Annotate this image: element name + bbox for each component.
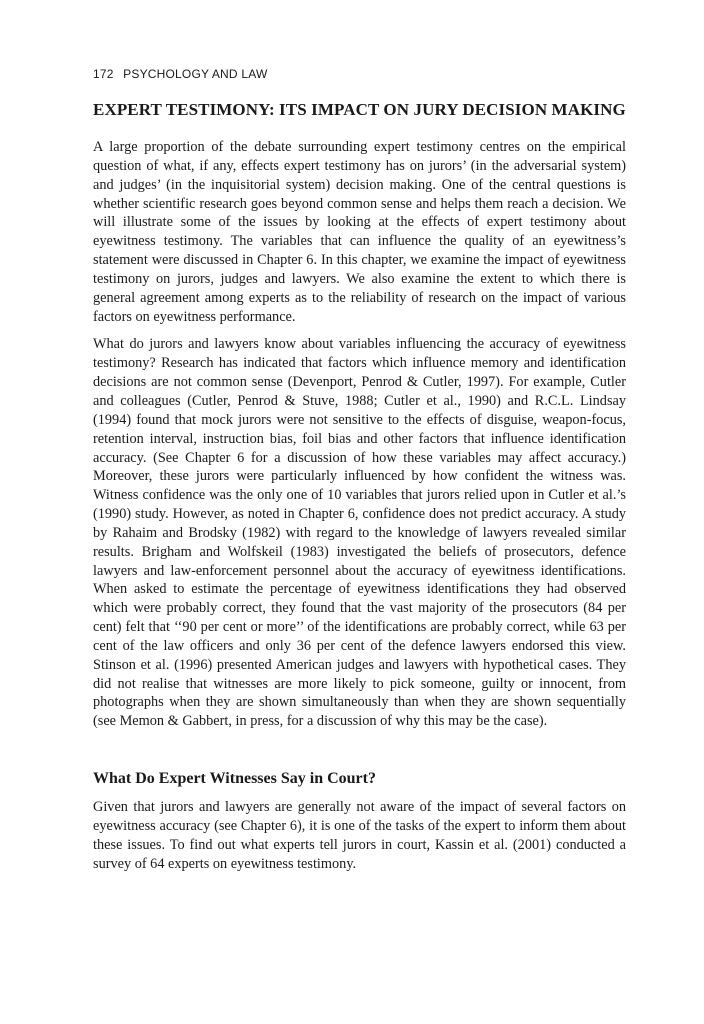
book-page	[93, 66, 626, 883]
subsection-title: What Do Expert Witnesses Say in Court?	[93, 770, 376, 788]
page-number: 172	[93, 67, 114, 81]
body-paragraph-1: A large proportion of the debate surrounding expert testimony centres on the empirical question of what, if any, effects expert testimony has on jurors’ (in the adversarial system) and judges’ (in the inquisitorial system) decision making. One of the central questions is whether scientific research goes beyond common sense and helps them reach a decision. We will illustrate some of the issues by looking at the effects of expert testimony about eyewitness testimony. The variables that can influence the quality of an eyewitness’s statement were discussed in Chapter 6. In this chapter, we examine the impact of eyewitness testimony on jurors, judges and lawyers. We also examine the extent to which there is general agreement among experts as to the reliability of research on the impact of various factors on eyewitness performance.	[93, 139, 626, 325]
section-title: EXPERT TESTIMONY: ITS IMPACT ON JURY DECISION MAKING	[93, 100, 626, 119]
body-paragraph-2: What do jurors and lawyers know about variables influencing the accuracy of eyewitness testimony? Research has indicated that factors which influence memory and identification decisions are not common sense (Devenport, Penrod & Cutler, 1997). For example, Cutler and colleagues (Cutler, Penrod & Stuve, 1988; Cutler et al., 1990) and R.C.L. Lindsay (1994) found that mock jurors were not sensitive to the effects of disguise, weapon-focus, retention interval, instruction bias, foil bias and other factors that influence identification accuracy. (See Chapter 6 for a discussion of how these variables may affect accuracy.) Moreover, these jurors were particularly influenced by how confident the witness was. Witness confidence was the only one of 10 variables that jurors relied upon in Cutler et al.’s (1990) study. However, as noted in Chapter 6, confidence does not predict accuracy. A study by Rahaim and Brodsky (1982) with regard to the knowledge of lawyers revealed similar results. Brigham and Wolfskeil (1983) investigated the beliefs of prosecutors, defence lawyers and law-enforcement personnel about the accuracy of eyewitness identifications. When asked to estimate the percentage of eyewitness identifications they had observed which were probably correct, they found that the vast majority of the prosecutors (84 per cent) felt that ‘‘90 per cent or more’’ of the identifications are probably correct, while 63 per cent of the law officers and only 36 per cent of the defence lawyers endorsed this view. Stinson et al. (1996) presented American judges and lawyers with hypothetical cases. They did not realise that witnesses are more likely to pick someone, guilty or innocent, from photographs when they are shown simultaneously than when they are shown sequentially (see Memon & Gabbert, in press, for a discussion of why this may be the case).	[93, 336, 626, 730]
body-paragraph-3: Given that jurors and lawyers are generally not aware of the impact of several factors on eyewitness accuracy (see Chapter 6), it is one of the tasks of the expert to inform them about these issues. To find out what experts tell jurors in court, Kassin et al. (2001) conducted a survey of 64 experts on eyewitness testimony.	[93, 799, 626, 872]
running-head	[93, 66, 626, 82]
book-title: PSYCHOLOGY AND LAW	[123, 67, 268, 81]
